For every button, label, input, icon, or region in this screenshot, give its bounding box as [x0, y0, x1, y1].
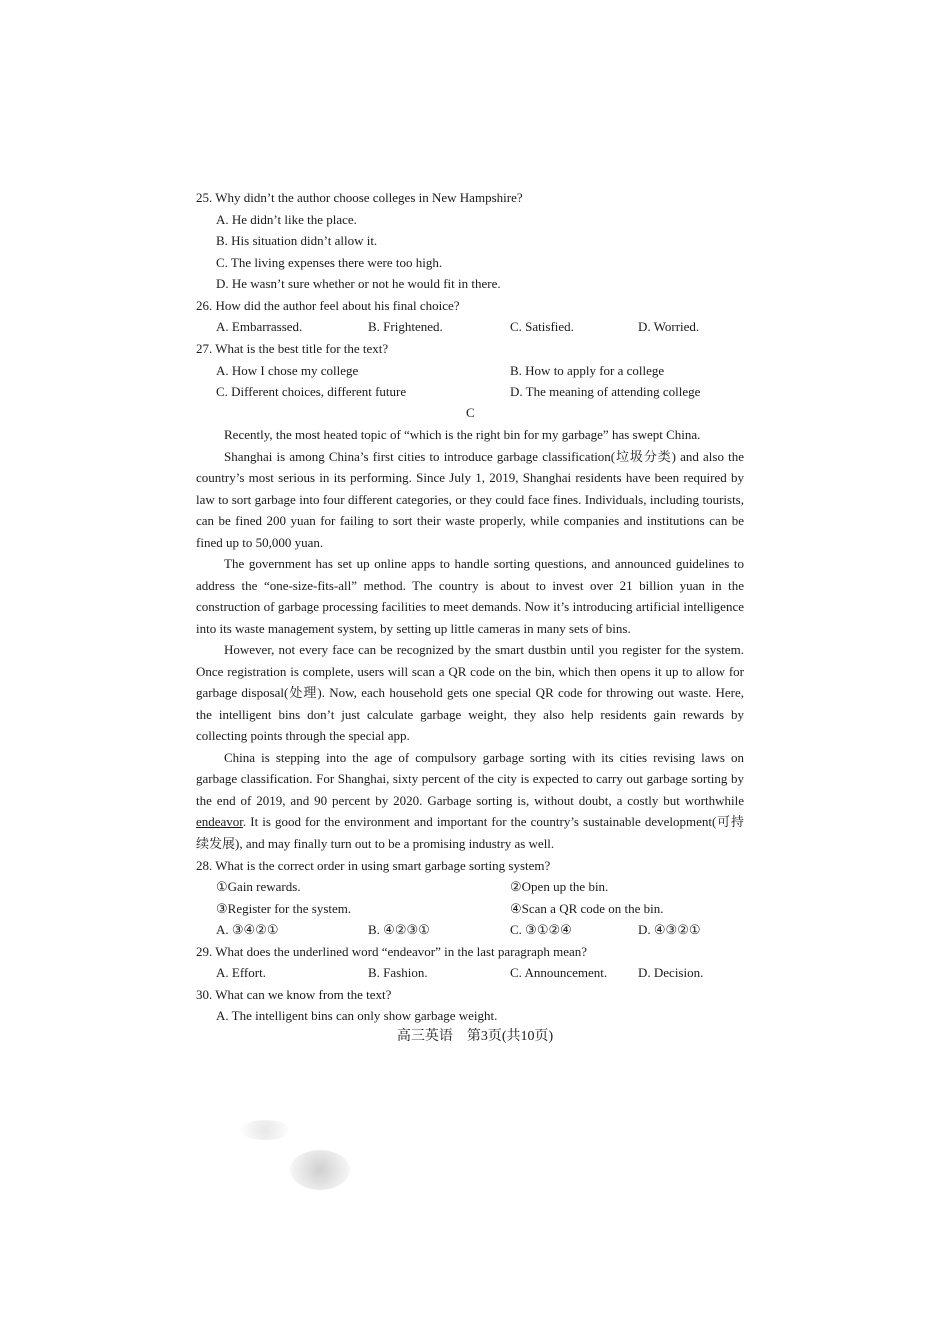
question-28-step-3: ③Register for the system. [216, 901, 352, 916]
question-25-option-b: B. His situation didn’t allow it. [216, 233, 378, 248]
question-27-option-c: C. Different choices, different future [216, 384, 407, 399]
question-26-option-b: B. Frightened. [368, 319, 443, 334]
passage-paragraph-1: Recently, the most heated topic of “which is the right bin for my garbage” has swept China. [224, 427, 701, 442]
passage-paragraph-5-part1: China is stepping into the age of compulsory garbage sorting with its cities revising laws on garbage classification. For Shanghai, sixty percent of the city is expected to carry out garbage sorting by the end of 2019, and 90 percent by 2020. Garbage sorting is, without doubt, a costly but worthwhile [196, 749, 744, 808]
underlined-word-endeavor: endeavor [196, 814, 243, 829]
question-26-option-a: A. Embarrassed. [216, 319, 303, 334]
question-30-stem: 30. What can we know from the text? [196, 987, 392, 1002]
question-30-option-a: A. The intelligent bins can only show garbage weight. [216, 1008, 498, 1023]
question-29-option-b: B. Fashion. [368, 965, 428, 980]
scan-smudge [290, 1150, 350, 1190]
passage-paragraph-5 [196, 747, 744, 855]
question-28-step-4: ④Scan a QR code on the bin. [510, 901, 664, 916]
passage-paragraph-2: Shanghai is among China’s first cities to introduce garbage classification(垃圾分类) and also the country’s most serious in its performing. Since July 1, 2019, Shanghai residents have been required by law to sort garbage into four different categories, or they could face fines. Individuals, including tourists, can be fined 200 yuan for failing to sort their waste properly, while companies and institutions can be fined up to 50,000 yuan. [196, 448, 744, 550]
question-29-option-a: A. Effort. [216, 965, 266, 980]
question-27-option-a: A. How I chose my college [216, 363, 359, 378]
question-28-step-2: ②Open up the bin. [510, 879, 609, 894]
question-28-step-1: ①Gain rewards. [216, 879, 301, 894]
question-28-option-d: D. ④③②① [638, 922, 701, 937]
question-26-option-c: C. Satisfied. [510, 319, 574, 334]
question-27-option-b: B. How to apply for a college [510, 363, 665, 378]
question-25-option-a: A. He didn’t like the place. [216, 212, 357, 227]
page-footer: 高三英语 第3页(共10页) [396, 1029, 554, 1044]
question-29-option-c: C. Announcement. [510, 965, 608, 980]
passage-paragraph-3: The government has set up online apps to handle sorting questions, and announced guidelines to address the “one-size-fits-all” method. The country is about to invest over 21 billion yuan in the construction of garbage processing facilities to meet demands. Now it’s introducing artificial intelligence into its waste management system, by setting up little cameras in many sets of bins. [196, 556, 744, 636]
question-27-option-d: D. The meaning of attending college [510, 384, 701, 399]
question-26-stem: 26. How did the author feel about his final choice? [196, 298, 460, 313]
question-29-stem: 29. What does the underlined word “endeavor” in the last paragraph mean? [196, 944, 588, 959]
scan-smudge [240, 1120, 290, 1140]
question-28-stem: 28. What is the correct order in using smart garbage sorting system? [196, 858, 551, 873]
question-25-stem: 25. Why didn’t the author choose colleges in New Hampshire? [196, 190, 523, 205]
question-28-option-b: B. ④②③① [368, 922, 430, 937]
question-25-option-d: D. He wasn’t sure whether or not he would fit in there. [216, 276, 501, 291]
question-27-stem: 27. What is the best title for the text? [196, 341, 389, 356]
question-25-option-c: C. The living expenses there were too high. [216, 255, 443, 270]
section-label: C [466, 405, 475, 420]
passage-paragraph-5-part2: . It is good for the environment and important for the country’s sustainable development(可持续发展), and may finally turn out to be a promising industry as well. [196, 814, 744, 851]
question-29-option-d: D. Decision. [638, 965, 704, 980]
question-26-option-d: D. Worried. [638, 319, 700, 334]
question-28-option-c: C. ③①②④ [510, 922, 572, 937]
passage-paragraph-4: However, not every face can be recognized by the smart dustbin until you register for the system. Once registration is complete, users will scan a QR code on the bin, which then opens it up to allow for garbage disposal(处理). Now, each household gets one special QR code for throwing out waste. Here, the intelligent bins don’t just calculate garbage weight, they also help residents gain rewards by collecting points through the special app. [196, 642, 744, 743]
question-28-option-a: A. ③④②① [216, 922, 279, 937]
passage [196, 424, 744, 854]
